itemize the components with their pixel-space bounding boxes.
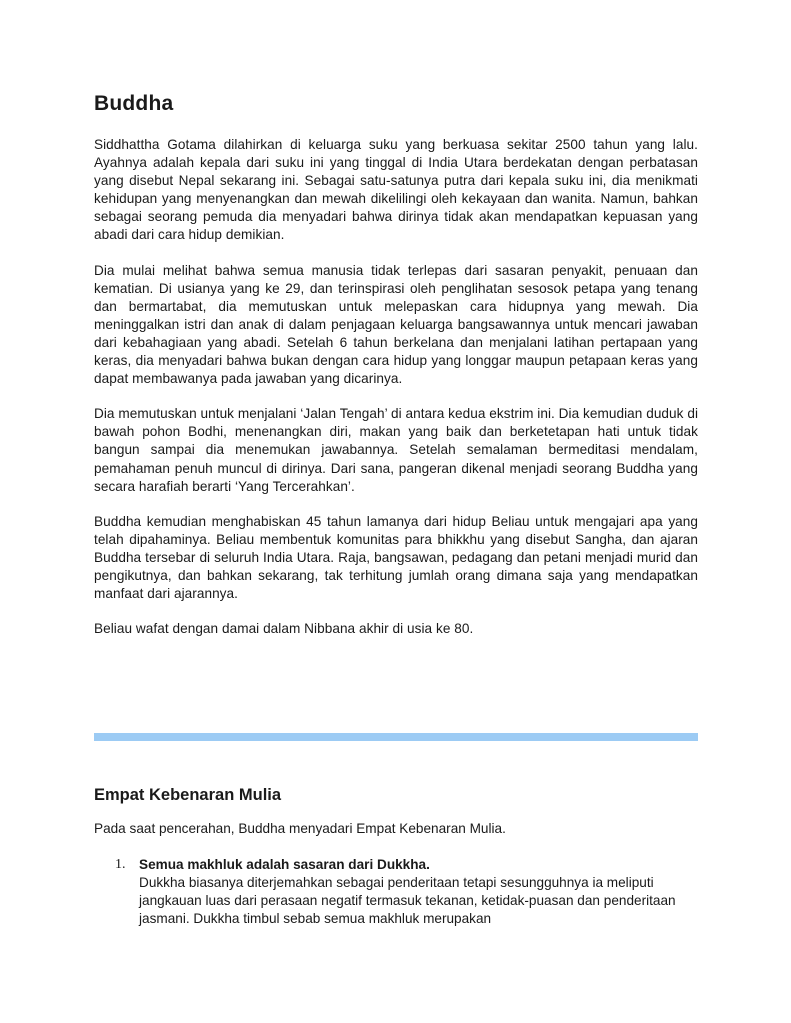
paragraph: Siddhattha Gotama dilahirkan di keluarga suku yang berkuasa sekitar 2500 tahun yang lalu. Ayahnya adalah kepala dari suku ini yang tinggal di India Utara berdekatan dengan perbatasan yang disebut Nepal sekarang ini. Sebagai satu-satunya putra dari kepala suku ini, dia menikmati kehidupan yang menyenangkan dan mewah dikelilingi oleh kekayaan dan wanita. Namun, bahkan sebagai seorang pemuda dia menyadari bahwa dirinya tidak akan mendapatkan kepuasan yang abadi dari cara hidup demikian. [94,137,698,243]
section-title-four-noble-truths: Empat Kebenaran Mulia [94,786,282,804]
paragraph: Dia mulai melihat bahwa semua manusia tidak terlepas dari sasaran penyakit, penuaan dan kematian. Di usianya yang ke 29, dan terinspirasi oleh penglihatan sesosok petapa yang tenang dan bermartabat, dia memutuskan untuk melepaskan cara hidupnya yang mewah. Dia meninggalkan istri dan anak di dalam penjagaan keluarga bangsawannya untuk mencari jawaban dari kebahagiaan yang abadi. Setelah 6 tahun berkelana dan menjalani latihan pertapaan yang keras, dia menyadari bahwa bukan dengan cara hidup yang longgar maupun petapaan keras yang dapat membawanya pada jawaban yang dicarinya. [94,262,698,387]
section-divider [94,733,698,741]
numbered-list [94,856,698,928]
section-intro: Pada saat pencerahan, Buddha menyadari Empat Kebenaran Mulia. [94,821,506,836]
paragraph: Dia memutuskan untuk menjalani ‘Jalan Tengah’ di antara kedua ekstrim ini. Dia kemudian duduk di bawah pohon Bodhi, menenangkan diri, makan yang baik dan berketetapan hati untuk tidak bangun sampai dia menemukan jawabannya. Setelah semalaman bermeditasi mendalam, pemahaman penuh muncul di dirinya. Dari sana, pangeran dikenal menjadi seorang Buddha yang secara harafiah berarti ‘Yang Tercerahkan’. [94,406,699,494]
list-item-body: Dukkha biasanya diterjemahkan sebagai penderitaan tetapi sesungguhnya ia meliputi jangkauan luas dari perasaan negatif termasuk tekanan, ketidak-puasan dan penderitaan jasmani. Dukkha timbul sebab semua makhluk merupakan [139,875,676,927]
list-item-heading: Semua makhluk adalah sasaran dari Dukkha. [139,857,430,872]
list-number: 1. [115,857,126,872]
section-title-buddha: Buddha [94,92,174,115]
buddha-body [94,136,698,655]
paragraph: Beliau wafat dengan damai dalam Nibbana akhir di usia ke 80. [94,621,474,637]
list-item [94,856,698,928]
paragraph: Buddha kemudian menghabiskan 45 tahun lamanya dari hidup Beliau untuk mengajari apa yang telah dipahaminya. Beliau membentuk komunitas para bhikkhu yang disebut Sangha, dan ajaran Buddha tersebar di seluruh India Utara. Raja, bangsawan, pedagang dan petani menjadi murid dan pengikutnya, dan bahkan sekarang, tak terhitung jumlah orang dimana saja yang mendapatkan manfaat dari ajarannya. [94,513,698,602]
